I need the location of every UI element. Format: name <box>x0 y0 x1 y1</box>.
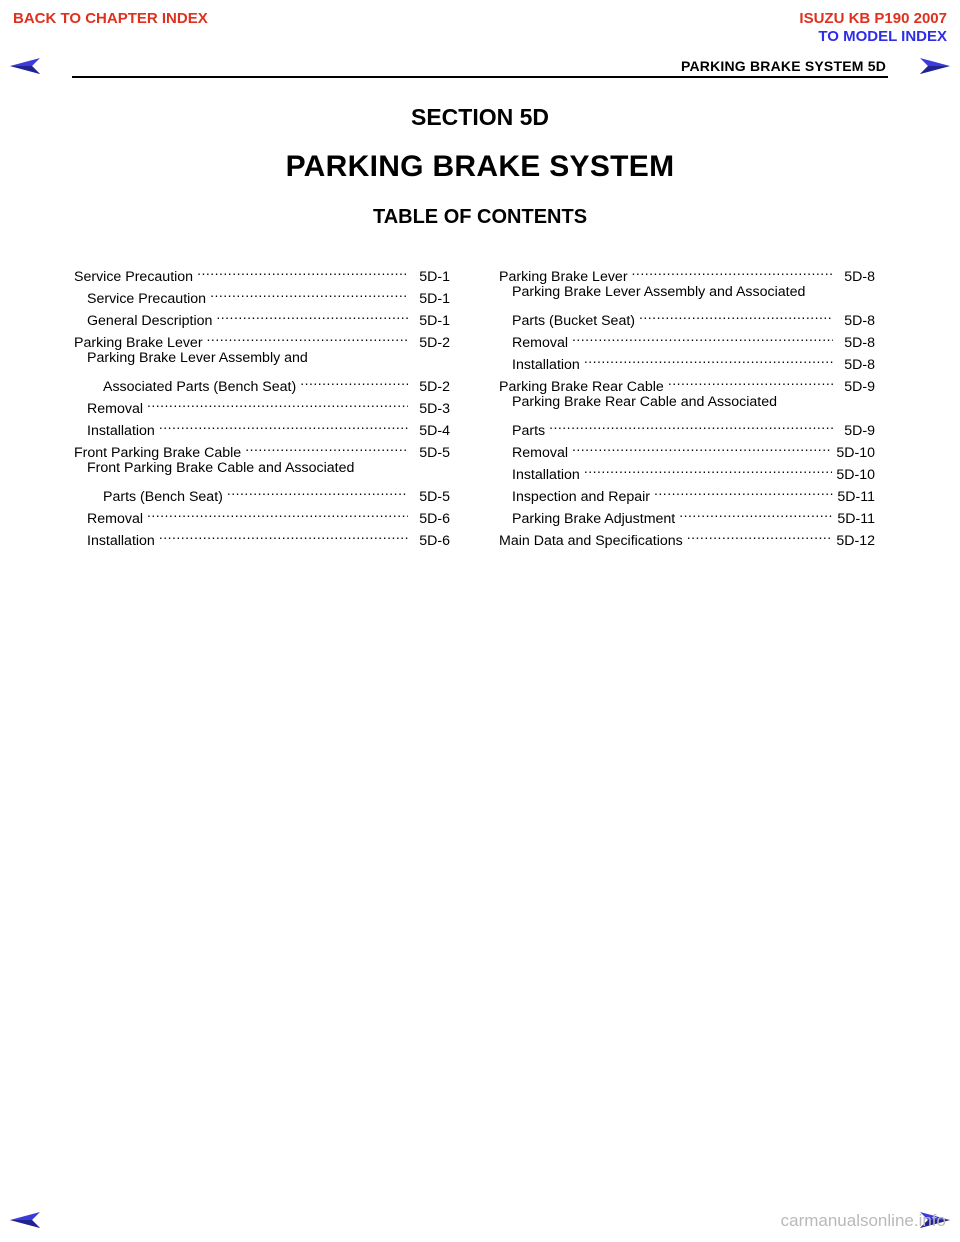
toc-entry-page[interactable]: 5D-1 <box>419 313 450 329</box>
toc-entry-title[interactable]: Parts <box>512 423 546 439</box>
watermark: carmanualsonline.info <box>780 1211 946 1230</box>
toc-entry-page[interactable]: 5D-4 <box>419 423 450 439</box>
toc-entry-title[interactable]: Parking Brake Lever <box>499 269 628 285</box>
toc-entry-title[interactable]: Parking Brake Adjustment <box>512 511 676 527</box>
toc-entry[interactable] <box>74 479 450 505</box>
toc-entry-title[interactable]: Parking Brake Lever <box>74 335 203 351</box>
to-model-index[interactable]: TO MODEL INDEX <box>818 28 947 45</box>
toc-dot-leader <box>679 501 833 523</box>
toc-entry[interactable] <box>499 435 875 461</box>
toc-dot-leader <box>654 479 833 501</box>
toc-entry-title[interactable]: Installation <box>87 423 155 439</box>
toc-entry-title[interactable]: Removal <box>87 511 143 527</box>
toc-entry[interactable] <box>74 259 450 285</box>
toc-entry-page[interactable]: 5D-8 <box>844 269 875 285</box>
toc-entry-title[interactable]: Installation <box>87 533 155 549</box>
toc-dot-leader <box>159 413 408 435</box>
toc-entry-title[interactable]: Front Parking Brake Cable <box>74 445 242 461</box>
toc-entry-title[interactable]: Parking Brake Rear Cable <box>499 379 664 395</box>
toc-entry[interactable] <box>499 259 875 285</box>
toc-entry-title[interactable]: Installation <box>512 357 580 373</box>
toc-heading: TABLE OF CONTENTS <box>372 206 588 228</box>
toc-entry-page[interactable]: 5D-5 <box>419 489 450 505</box>
toc-entry[interactable] <box>499 303 875 329</box>
toc-dot-leader <box>549 413 833 435</box>
toc-entry[interactable] <box>74 457 450 479</box>
toc-entry-page[interactable]: 5D-5 <box>419 445 450 461</box>
toc-entry[interactable] <box>499 413 875 439</box>
toc-entry-page[interactable]: 5D-12 <box>836 533 875 549</box>
toc-entry-title[interactable]: Parts (Bench Seat) <box>103 489 223 505</box>
arrow-left-icon[interactable] <box>10 58 40 74</box>
toc-dot-leader <box>210 281 408 303</box>
toc-entry-page[interactable]: 5D-2 <box>419 335 450 351</box>
toc-dot-leader <box>227 479 408 501</box>
toc-entry-page[interactable]: 5D-10 <box>836 467 875 483</box>
toc-dot-leader <box>197 259 408 281</box>
toc-entry-page[interactable]: 5D-3 <box>419 401 450 417</box>
toc-entry-title[interactable]: Installation <box>512 467 580 483</box>
model-title[interactable]: ISUZU KB P190 2007 <box>799 10 947 27</box>
toc-dot-leader <box>147 501 408 523</box>
toc-entry-page[interactable]: 5D-9 <box>844 423 875 439</box>
toc-entry-title[interactable]: Parking Brake Rear Cable and Associated <box>512 394 777 410</box>
toc-right-column <box>499 259 875 549</box>
toc-entry-title[interactable]: Associated Parts (Bench Seat) <box>103 379 297 395</box>
toc-entry-title[interactable]: Parking Brake Lever Assembly and <box>87 350 308 366</box>
toc-entry-title[interactable]: Removal <box>87 401 143 417</box>
toc-entry-page[interactable]: 5D-6 <box>419 533 450 549</box>
arrow-right-icon[interactable] <box>920 58 950 74</box>
section-title: PARKING BRAKE SYSTEM <box>285 150 675 183</box>
toc-entry-page[interactable]: 5D-2 <box>419 379 450 395</box>
toc-dot-leader <box>687 523 833 545</box>
toc-entry-page[interactable]: 5D-8 <box>844 313 875 329</box>
toc-dot-leader <box>639 303 833 325</box>
toc-entry-title[interactable]: Service Precaution <box>74 269 194 285</box>
toc-entry-page[interactable]: 5D-8 <box>844 335 875 351</box>
toc-entry[interactable] <box>74 369 450 395</box>
toc-dot-leader <box>207 325 408 347</box>
toc-entry[interactable] <box>499 391 875 413</box>
toc-entry-page[interactable]: 5D-1 <box>419 269 450 285</box>
toc-entry-page[interactable]: 5D-1 <box>419 291 450 307</box>
toc-dot-leader <box>584 457 833 479</box>
section-number: SECTION 5D <box>410 104 550 130</box>
toc-dot-leader <box>584 347 833 369</box>
back-to-chapter-index-link[interactable]: BACK TO CHAPTER INDEX <box>13 10 208 27</box>
toc-dot-leader <box>147 391 408 413</box>
toc-entry-title[interactable]: Service Precaution <box>87 291 207 307</box>
toc-entry-title[interactable]: Removal <box>512 445 568 461</box>
toc-entry-title[interactable]: Front Parking Brake Cable and Associated <box>87 460 355 476</box>
toc-dot-leader <box>300 369 408 391</box>
toc-dot-leader <box>159 523 408 545</box>
toc-entry-page[interactable]: 5D-11 <box>837 511 875 527</box>
toc-dot-leader <box>216 303 408 325</box>
toc-dot-leader <box>245 435 408 457</box>
toc-entry-page[interactable]: 5D-11 <box>837 489 875 505</box>
toc-entry-page[interactable]: 5D-9 <box>844 379 875 395</box>
toc-dot-leader <box>572 435 832 457</box>
toc-entry-title[interactable]: Parts (Bucket Seat) <box>512 313 636 329</box>
toc-left-column <box>74 259 450 549</box>
arrow-left-icon[interactable] <box>10 1212 40 1228</box>
toc-entry[interactable] <box>74 347 450 369</box>
header-title: PARKING BRAKE SYSTEM 5D <box>680 58 886 74</box>
toc-dot-leader <box>668 369 833 391</box>
toc-entry-title[interactable]: Removal <box>512 335 568 351</box>
toc-entry-title[interactable]: Inspection and Repair <box>512 489 651 505</box>
header-rule <box>72 76 888 78</box>
toc-entry-page[interactable]: 5D-10 <box>836 445 875 461</box>
toc-entry[interactable] <box>499 281 875 303</box>
toc-entry-title[interactable]: General Description <box>87 313 213 329</box>
toc-entry-page[interactable]: 5D-8 <box>844 357 875 373</box>
toc-entry-title[interactable]: Parking Brake Lever Assembly and Associated <box>512 284 806 300</box>
toc-entry-page[interactable]: 5D-6 <box>419 511 450 527</box>
toc-dot-leader <box>572 325 833 347</box>
model-index-link[interactable] <box>799 10 947 46</box>
toc-dot-leader <box>632 259 833 281</box>
toc-entry-title[interactable]: Main Data and Specifications <box>499 533 683 549</box>
